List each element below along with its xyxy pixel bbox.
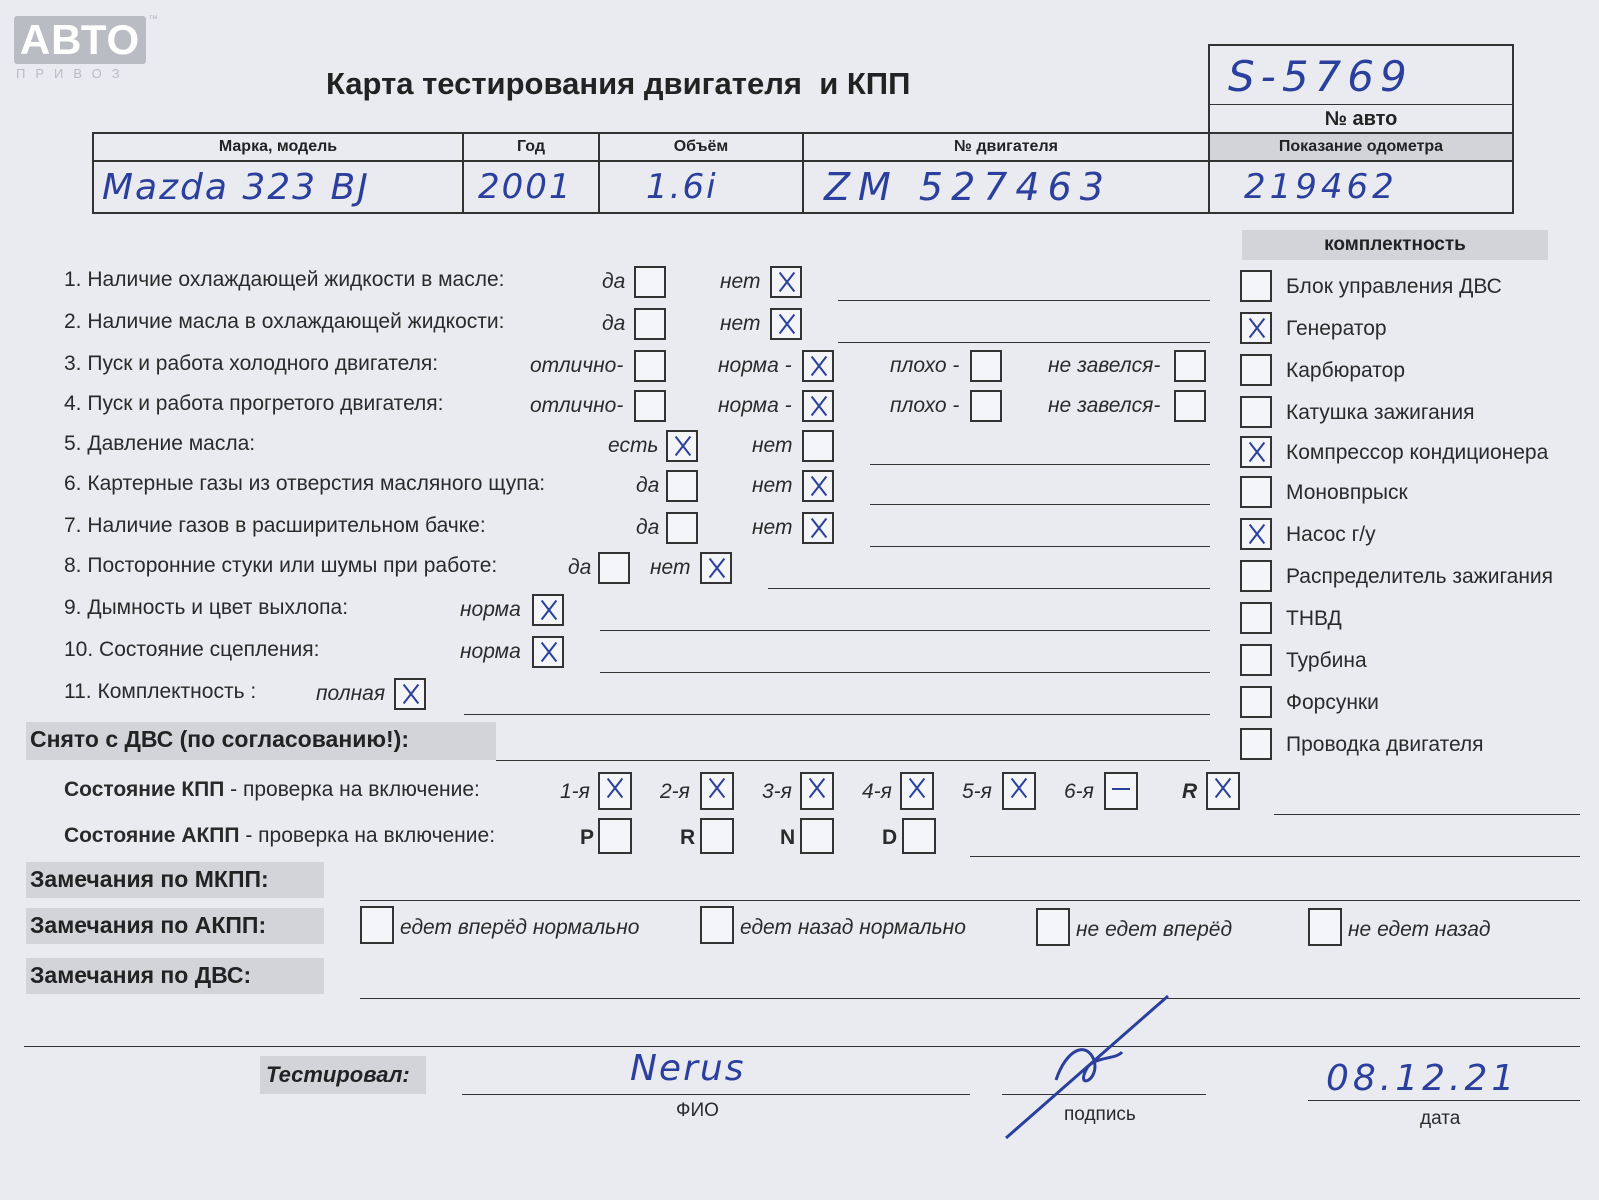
item-3-label: 3. Пуск и работа холодного двигателя: bbox=[64, 352, 439, 375]
item-8-label: 8. Посторонние стуки или шумы при работе: bbox=[64, 554, 498, 577]
auto-number-label: № авто bbox=[1324, 108, 1398, 130]
compl-wiring-checkbox[interactable] bbox=[1240, 728, 1272, 760]
item-3-bad-checkbox[interactable] bbox=[970, 350, 1002, 382]
item-8-yes-checkbox[interactable] bbox=[598, 552, 630, 584]
volume-value: 1.6i bbox=[599, 161, 803, 213]
akpp-forward-ok-label: едет вперёд нормально bbox=[400, 916, 640, 939]
item-7-opt-yes: да bbox=[636, 516, 660, 539]
auto-number-value: S-5769 bbox=[1228, 52, 1413, 101]
item-2-yes-checkbox[interactable] bbox=[634, 308, 666, 340]
akpp-p-checkbox[interactable] bbox=[598, 818, 632, 854]
compl-wiring-label: Проводка двигателя bbox=[1286, 733, 1484, 756]
gear-4-checkbox[interactable] bbox=[900, 772, 934, 810]
item-4-nostart-checkbox[interactable] bbox=[1174, 390, 1206, 422]
tested-label: Тестировал: bbox=[266, 1062, 410, 1087]
gear-5-checkbox[interactable] bbox=[1002, 772, 1036, 810]
compl-tnvd-label: ТНВД bbox=[1286, 607, 1342, 630]
item-11-full-checkbox[interactable] bbox=[394, 678, 426, 710]
akpp-reverse-ok-label: едет назад нормально bbox=[740, 916, 966, 939]
compl-turbine-label: Турбина bbox=[1286, 649, 1367, 672]
compl-injectors-checkbox[interactable] bbox=[1240, 686, 1272, 718]
year-value: 2001 bbox=[463, 161, 599, 213]
compl-tnvd-checkbox[interactable] bbox=[1240, 602, 1272, 634]
compl-coil-label: Катушка зажигания bbox=[1286, 401, 1475, 424]
item-5-opt-no: нет bbox=[752, 434, 793, 457]
compl-ecu-label: Блок управления ДВС bbox=[1286, 275, 1502, 298]
item-8-opt-yes: да bbox=[568, 556, 592, 579]
item-4-excellent-checkbox[interactable] bbox=[634, 390, 666, 422]
compl-generator-label: Генератор bbox=[1286, 317, 1387, 340]
logo-tm: ™ bbox=[148, 14, 158, 25]
item-5-yes-checkbox[interactable] bbox=[666, 430, 698, 462]
item-5-opt-yes: есть bbox=[608, 434, 659, 457]
logo-text: АВТО bbox=[19, 16, 141, 63]
item-7-no-checkbox[interactable] bbox=[802, 512, 834, 544]
gear-6-checkbox[interactable] bbox=[1104, 772, 1138, 810]
item-2-opt-no: нет bbox=[720, 312, 761, 335]
item-6-opt-yes: да bbox=[636, 474, 660, 497]
item-1-opt-no: нет bbox=[720, 270, 761, 293]
item-10-label: 10. Состояние сцепления: bbox=[64, 638, 320, 661]
item-10-normal-checkbox[interactable] bbox=[532, 636, 564, 668]
compl-ac-compressor-checkbox[interactable] bbox=[1240, 436, 1272, 468]
item-7-yes-checkbox[interactable] bbox=[666, 512, 698, 544]
col-label-model: Марка, модель bbox=[93, 133, 463, 161]
kpp-label: Состояние КПП - проверка на включение: bbox=[64, 778, 480, 801]
item-3-opt-nostart: не завелся- bbox=[1048, 354, 1161, 377]
akpp-no-reverse-label: не едет назад bbox=[1348, 918, 1491, 941]
compl-ac-compressor-label: Компрессор кондиционера bbox=[1286, 441, 1549, 464]
compl-monoinjection-label: Моновпрыск bbox=[1286, 481, 1408, 504]
remarks-akpp-label: Замечания по АКПП: bbox=[30, 912, 267, 938]
compl-ps-pump-label: Насос г/у bbox=[1286, 523, 1376, 546]
gear-6-label: 6-я bbox=[1064, 780, 1094, 803]
item-6-no-checkbox[interactable] bbox=[802, 470, 834, 502]
akpp-n-checkbox[interactable] bbox=[800, 818, 834, 854]
item-5-no-checkbox[interactable] bbox=[802, 430, 834, 462]
logo bbox=[14, 16, 146, 64]
gear-1-checkbox[interactable] bbox=[598, 772, 632, 810]
akpp-forward-ok-checkbox[interactable] bbox=[360, 906, 394, 944]
item-4-opt-nostart: не завелся- bbox=[1048, 394, 1161, 417]
item-9-opt-normal: норма bbox=[460, 598, 521, 621]
gear-r-checkbox[interactable] bbox=[1206, 772, 1240, 810]
gear-5-label: 5-я bbox=[962, 780, 992, 803]
item-2-no-checkbox[interactable] bbox=[770, 308, 802, 340]
col-label-odometer: Показание одометра bbox=[1209, 133, 1513, 161]
item-3-opt-normal: норма - bbox=[718, 354, 792, 377]
item-1-no-checkbox[interactable] bbox=[770, 266, 802, 298]
item-1-label: 1. Наличие охлаждающей жидкости в масле: bbox=[64, 268, 505, 291]
fio-caption: ФИО bbox=[676, 1100, 719, 1121]
item-10-opt-normal: норма bbox=[460, 640, 521, 663]
removed-label: Снято с ДВС (по согласованию!): bbox=[30, 726, 409, 752]
item-4-normal-checkbox[interactable] bbox=[802, 390, 834, 422]
gear-r-label: R bbox=[1182, 780, 1198, 803]
gear-4-label: 4-я bbox=[862, 780, 892, 803]
gear-3-label: 3-я bbox=[762, 780, 792, 803]
gear-1-label: 1-я bbox=[560, 780, 590, 803]
logo-subtext: ПРИВОЗ bbox=[16, 66, 130, 81]
item-7-label: 7. Наличие газов в расширительном бачке: bbox=[64, 514, 486, 537]
akpp-no-reverse-checkbox[interactable] bbox=[1308, 908, 1342, 946]
completeness-title: комплектность bbox=[1324, 234, 1466, 255]
gear-2-label: 2-я bbox=[660, 780, 690, 803]
compl-generator-checkbox[interactable] bbox=[1240, 312, 1272, 344]
item-6-yes-checkbox[interactable] bbox=[666, 470, 698, 502]
compl-distributor-checkbox[interactable] bbox=[1240, 560, 1272, 592]
compl-carburetor-checkbox[interactable] bbox=[1240, 354, 1272, 386]
item-8-no-checkbox[interactable] bbox=[700, 552, 732, 584]
gear-3-checkbox[interactable] bbox=[800, 772, 834, 810]
item-3-opt-bad: плохо - bbox=[890, 354, 960, 377]
page-title: Карта тестирования двигателя и КПП bbox=[326, 66, 911, 101]
akpp-p-label: P bbox=[580, 826, 595, 849]
signature bbox=[996, 990, 1176, 1150]
auto-number-box bbox=[1208, 44, 1514, 134]
item-4-label: 4. Пуск и работа прогретого двигателя: bbox=[64, 392, 444, 415]
tester-name: Nerus bbox=[630, 1048, 746, 1089]
item-4-opt-bad: плохо - bbox=[890, 394, 960, 417]
item-4-opt-normal: норма - bbox=[718, 394, 792, 417]
item-1-opt-yes: да bbox=[602, 270, 626, 293]
akpp-no-forward-label: не едет вперёд bbox=[1076, 918, 1233, 941]
item-1-yes-checkbox[interactable] bbox=[634, 266, 666, 298]
item-3-opt-excellent: отлично- bbox=[530, 354, 624, 377]
akpp-d-checkbox[interactable] bbox=[902, 818, 936, 854]
odometer-value: 219462 bbox=[1209, 161, 1513, 213]
date-value: 08.12.21 bbox=[1326, 1058, 1519, 1099]
col-label-engine: № двигателя bbox=[803, 133, 1209, 161]
compl-ecu-checkbox[interactable] bbox=[1240, 270, 1272, 302]
item-4-opt-excellent: отлично- bbox=[530, 394, 624, 417]
engine-number-value: ZM 527463 bbox=[803, 161, 1209, 213]
compl-carburetor-label: Карбюратор bbox=[1286, 359, 1406, 382]
compl-coil-checkbox[interactable] bbox=[1240, 396, 1272, 428]
model-value: Mazda 323 BJ bbox=[93, 161, 463, 213]
akpp-no-forward-checkbox[interactable] bbox=[1036, 908, 1070, 946]
item-6-label: 6. Картерные газы из отверстия масляного щупа: bbox=[64, 472, 546, 495]
item-3-normal-checkbox[interactable] bbox=[802, 350, 834, 382]
remarks-mkpp-label: Замечания по МКПП: bbox=[30, 866, 269, 892]
item-2-opt-yes: да bbox=[602, 312, 626, 335]
item-5-label: 5. Давление масла: bbox=[64, 432, 256, 455]
date-caption: дата bbox=[1420, 1108, 1461, 1129]
item-4-bad-checkbox[interactable] bbox=[970, 390, 1002, 422]
item-7-opt-no: нет bbox=[752, 516, 793, 539]
akpp-d-label: D bbox=[882, 826, 898, 849]
item-3-excellent-checkbox[interactable] bbox=[634, 350, 666, 382]
compl-ps-pump-checkbox[interactable] bbox=[1240, 518, 1272, 550]
compl-turbine-checkbox[interactable] bbox=[1240, 644, 1272, 676]
item-9-normal-checkbox[interactable] bbox=[532, 594, 564, 626]
item-8-opt-no: нет bbox=[650, 556, 691, 579]
akpp-r-label: R bbox=[680, 826, 696, 849]
akpp-label: Состояние АКПП - проверка на включение: bbox=[64, 824, 496, 847]
signature-caption: подпись bbox=[1064, 1104, 1136, 1125]
col-label-year: Год bbox=[463, 133, 599, 161]
remarks-dvs-label: Замечания по ДВС: bbox=[30, 962, 252, 988]
akpp-reverse-ok-checkbox[interactable] bbox=[700, 906, 734, 944]
compl-injectors-label: Форсунки bbox=[1286, 691, 1379, 714]
compl-distributor-label: Распределитель зажигания bbox=[1286, 565, 1554, 588]
gear-2-checkbox[interactable] bbox=[700, 772, 734, 810]
item-11-label: 11. Комплектность : bbox=[64, 680, 257, 703]
item-3-nostart-checkbox[interactable] bbox=[1174, 350, 1206, 382]
akpp-r-checkbox[interactable] bbox=[700, 818, 734, 854]
compl-monoinjection-checkbox[interactable] bbox=[1240, 476, 1272, 508]
item-9-label: 9. Дымность и цвет выхлопа: bbox=[64, 596, 349, 619]
item-11-opt-full: полная bbox=[316, 682, 386, 705]
vehicle-info-table bbox=[92, 132, 1514, 214]
akpp-n-label: N bbox=[780, 826, 796, 849]
item-6-opt-no: нет bbox=[752, 474, 793, 497]
item-2-label: 2. Наличие масла в охлаждающей жидкости: bbox=[64, 310, 505, 333]
col-label-volume: Объём bbox=[599, 133, 803, 161]
